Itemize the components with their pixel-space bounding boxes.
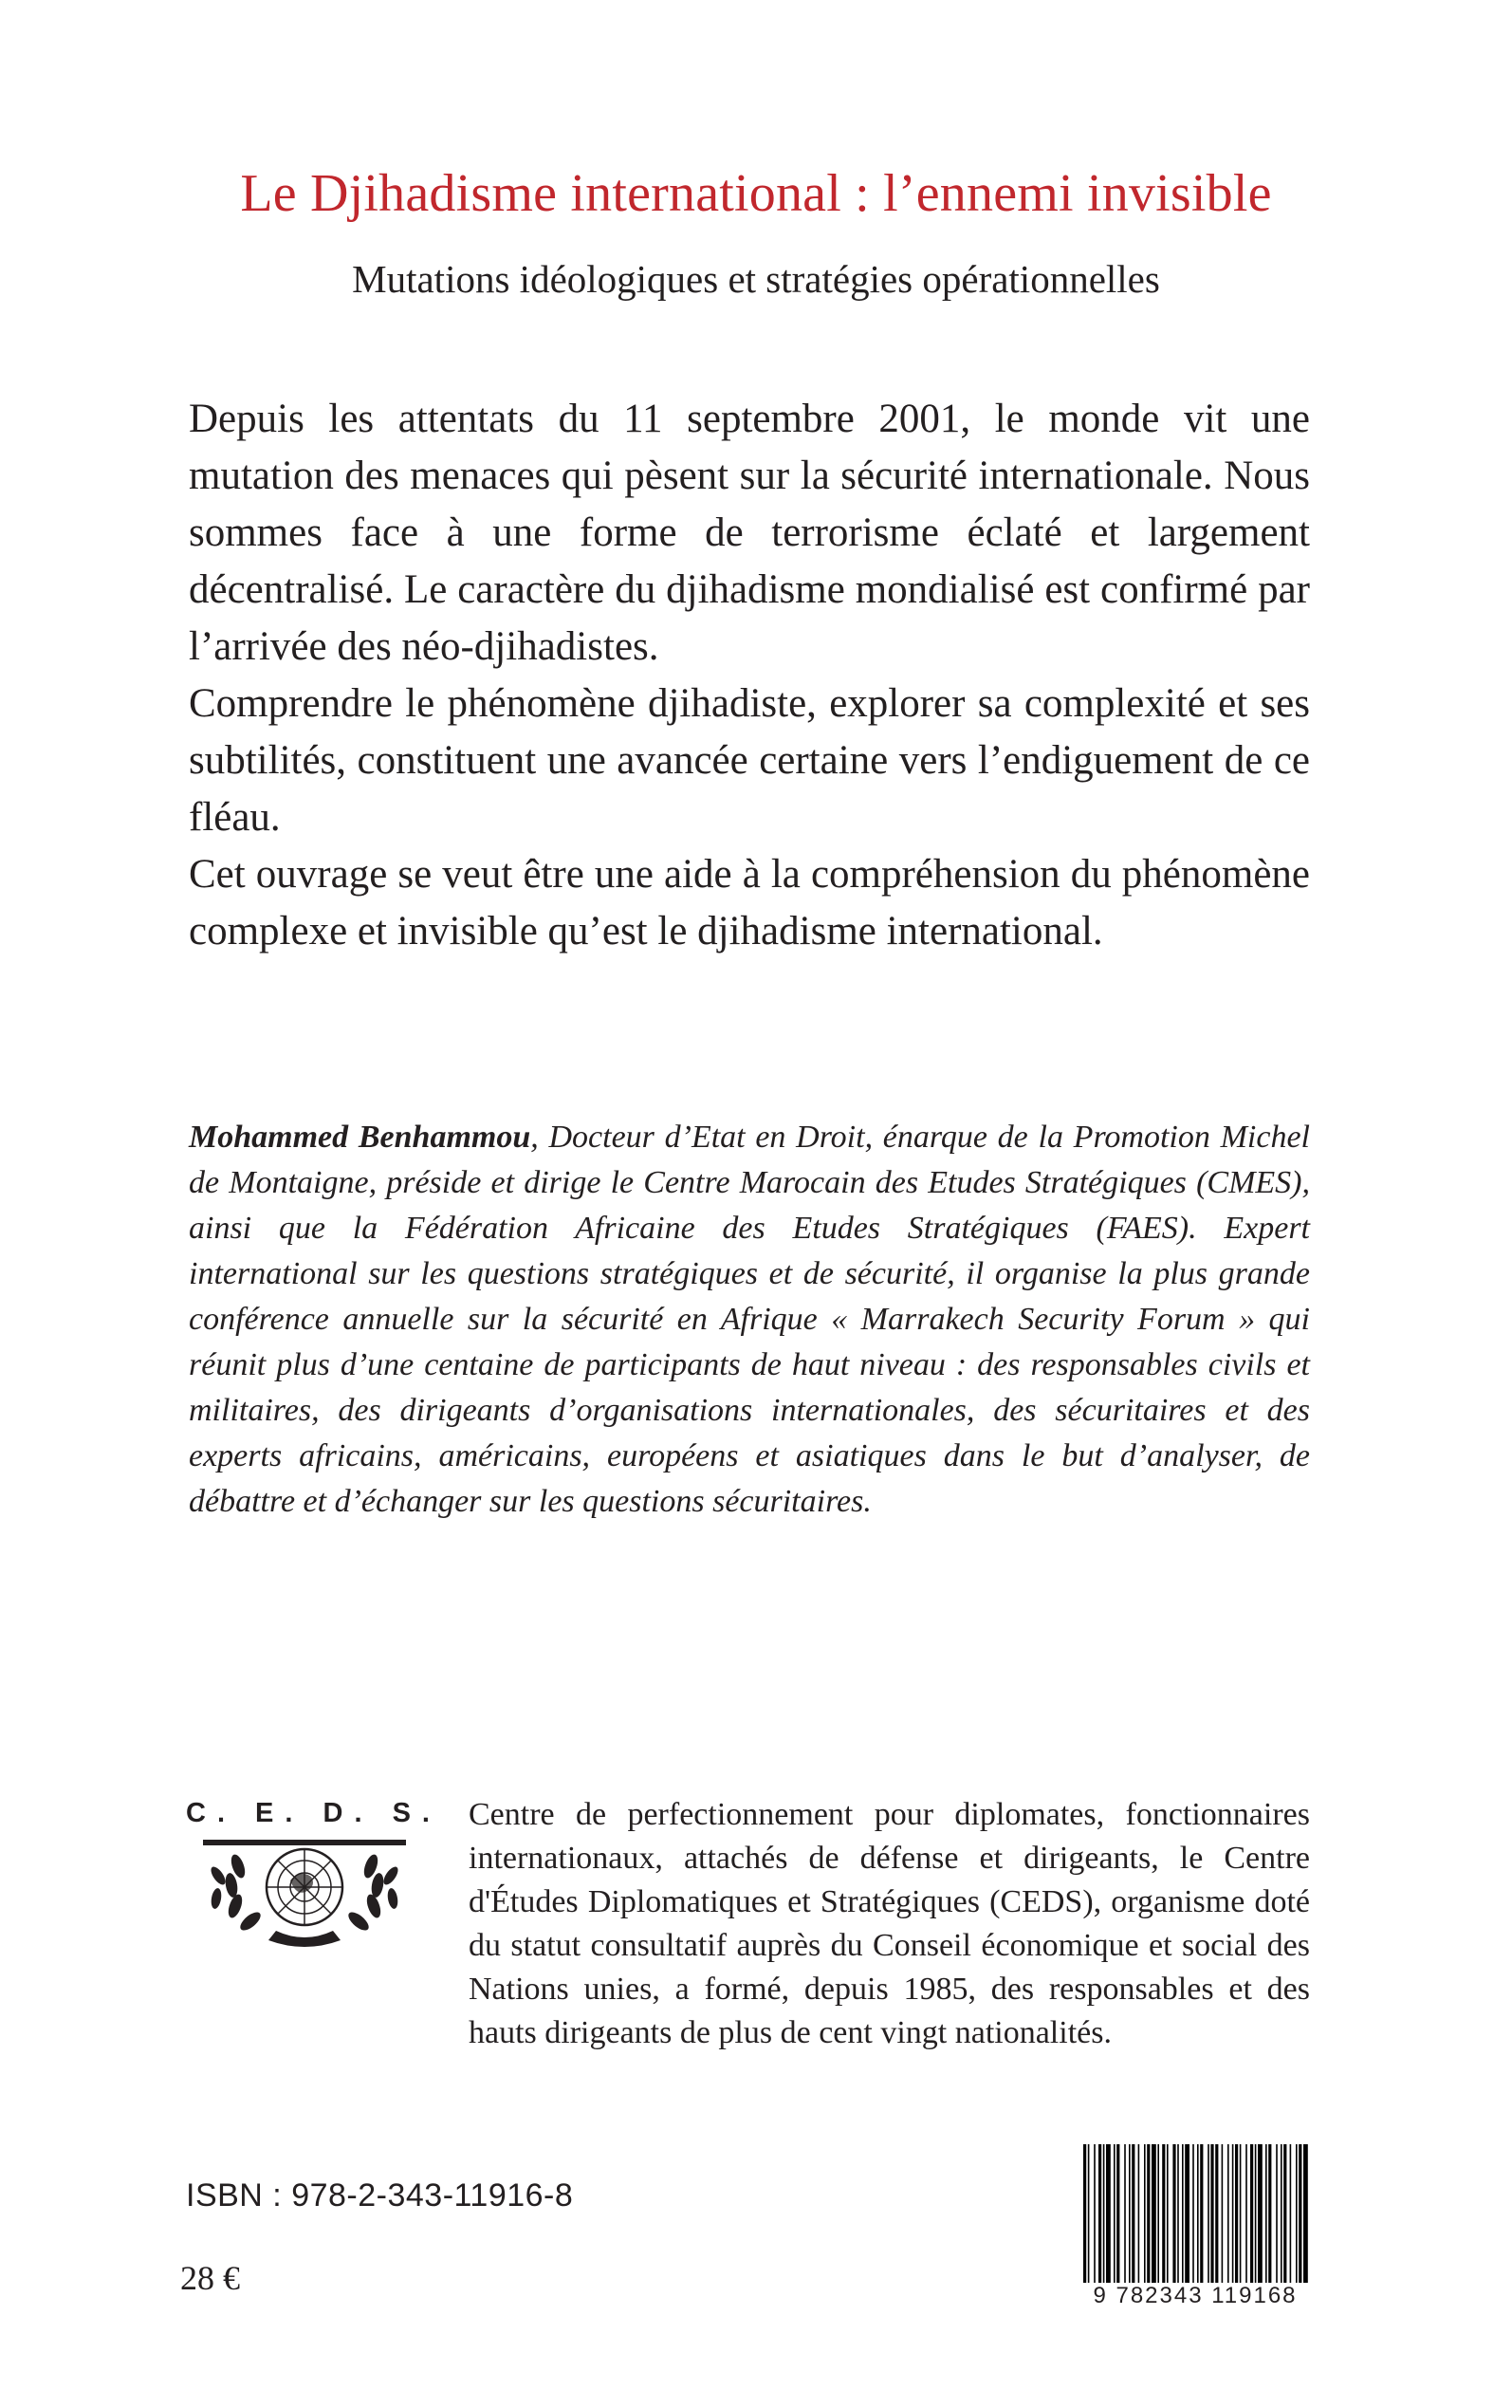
barcode-bar (1172, 2144, 1175, 2283)
barcode-icon (1079, 2144, 1311, 2306)
author-name: Mohammed Benhammou (189, 1120, 531, 1155)
barcode-bar (1116, 2144, 1119, 2283)
barcode-bar (1208, 2144, 1209, 2283)
author-bio (189, 1115, 1310, 1525)
barcode-bar (1129, 2144, 1131, 2283)
barcode-bar (1215, 2144, 1218, 2283)
barcode-bar (1235, 2144, 1238, 2283)
summary-paragraph: Comprendre le phénomène djihadiste, explorer sa complexité et ses subtilités, constituent une avancée certaine vers l’endiguement de ce fléau. (189, 681, 1310, 840)
ceds-description: Centre de perfectionnement pour diplomates, fonctionnaires internationaux, attachés de défense et dirigeants, le Centre d'Études Diplomatiques et Stratégiques (CEDS), organisme doté du statut consultatif auprès du Conseil économique et social des Nations unies, a formé, depuis 1985, des responsables et des hauts dirigeants de plus de cent vingt nationalités. (469, 1797, 1310, 2050)
barcode-bar (1240, 2144, 1242, 2283)
barcode-bar (1124, 2144, 1126, 2283)
barcode-bar (1245, 2144, 1247, 2283)
barcode-bar (1144, 2144, 1146, 2283)
ceds-logo (186, 1798, 441, 1950)
barcode-bar (1281, 2144, 1282, 2283)
barcode-bar (1258, 2144, 1263, 2283)
barcode-bar (1303, 2144, 1308, 2283)
barcode-bar (1167, 2144, 1169, 2283)
barcode-bar (1299, 2144, 1301, 2283)
barcode-bar (1210, 2144, 1213, 2283)
summary-paragraph: Cet ouvrage se veut être une aide à la compréhension du phénomène complexe et invisible qu’est le djihadisme international. (189, 852, 1310, 954)
barcode-bar (1250, 2144, 1253, 2283)
barcode-bar (1185, 2144, 1189, 2283)
barcode-bar (1222, 2144, 1224, 2283)
barcode-bar (1147, 2144, 1150, 2283)
barcode-bar (1290, 2144, 1292, 2283)
barcode-bar (1162, 2144, 1165, 2283)
barcode-bar (1200, 2144, 1203, 2283)
barcode-bar (1098, 2144, 1101, 2283)
ceds-emblem-icon (186, 1838, 423, 1947)
price: 28 € (180, 2259, 240, 2297)
book-subtitle: Mutations idéologiques et stratégies opérationnelles (352, 257, 1160, 301)
barcode-bar (1157, 2144, 1159, 2283)
isbn: ISBN : 978-2-343-11916-8 (186, 2177, 574, 2214)
barcode-bar (1106, 2144, 1111, 2283)
barcode-bar (1177, 2144, 1179, 2283)
barcode-bar (1114, 2144, 1116, 2283)
barcode-bar (1197, 2144, 1199, 2283)
barcode-bar (1138, 2144, 1140, 2283)
barcode-digits: 9 782343 119168 (1079, 2283, 1311, 2309)
barcode-bar (1182, 2144, 1184, 2283)
barcode-bar (1132, 2144, 1134, 2283)
barcode-bar (1088, 2144, 1090, 2283)
summary-paragraph: Depuis les attentats du 11 septembre 2001, le monde vit une mutation des menaces qui pèsent sur la sécurité internationale. Nous sommes face à une forme de terrorisme éclaté et largement décentralisé. Le caractère du djihadisme mondialisé est confirmé par l’arrivée des néo-djihadistes. (189, 397, 1310, 669)
barcode-bar (1265, 2144, 1267, 2283)
summary-text (189, 391, 1310, 960)
barcode-bar (1152, 2144, 1156, 2283)
barcode-bar (1255, 2144, 1257, 2283)
ceds-acronym: C. E. D. S. (186, 1798, 441, 1828)
book-title: Le Djihadisme international : l’ennemi invisible (240, 164, 1272, 223)
barcode-bar (1083, 2144, 1086, 2283)
barcode-bar (1227, 2144, 1229, 2283)
barcode-bar (1296, 2144, 1298, 2283)
barcode-bar (1232, 2144, 1234, 2283)
author-bio-text: , Docteur d’Etat en Droit, énarque de la Promotion Michel de Montaigne, préside et dirige le Centre Marocain des Etudes Stratégiques (CMES), ainsi que la Fédération Africaine des Etudes Stratégiques (FAES). Expert international sur les questions stratégiques et de sécurité, il organise la plus grande conférence annuelle sur la sécurité en Afrique « Marrakech Security Forum » qui réunit plus d’une centaine de participants de haut niveau : des responsables civils et militaires, des dirigeants d’organisations internationales, des sécuritaires et des experts africains, américains, européens et asiatiques dans le but d’analyser, de débattre et d’échanger sur les questions sécuritaires. (189, 1120, 1310, 1519)
barcode-bar (1192, 2144, 1194, 2283)
barcode-bar (1283, 2144, 1286, 2283)
barcode-bar (1268, 2144, 1271, 2283)
barcode-bar (1094, 2144, 1096, 2283)
barcode-bar (1276, 2144, 1278, 2283)
barcode-bar (1103, 2144, 1105, 2283)
